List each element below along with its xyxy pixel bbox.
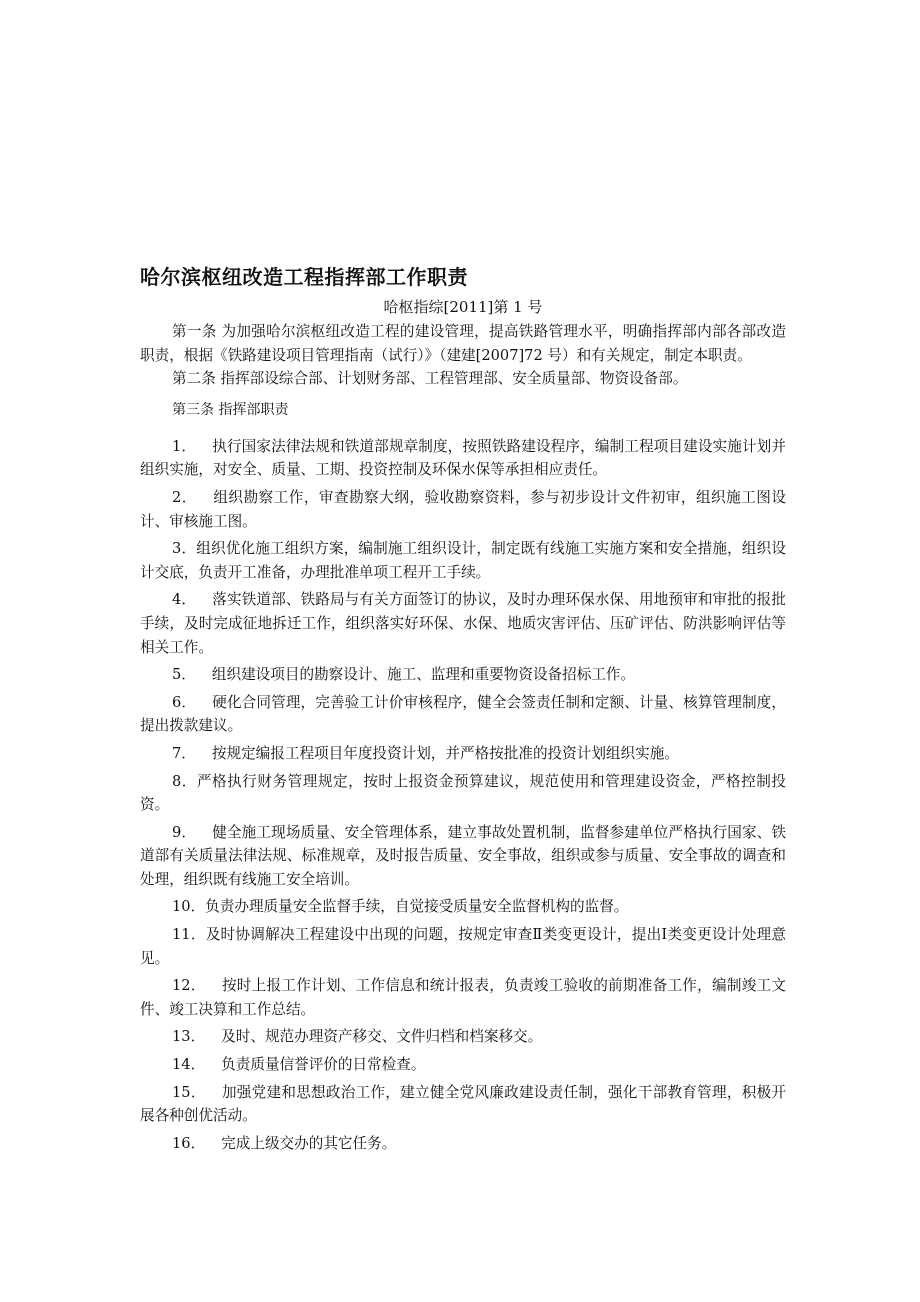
duty-item xyxy=(140,821,786,892)
duty-number: 10． xyxy=(172,898,206,916)
duty-number: 4． xyxy=(172,591,197,609)
duty-number: 1． xyxy=(172,437,197,455)
duty-item xyxy=(140,1025,786,1049)
duty-text: 执行国家法律法规和铁道部规章制度，按照铁路建设程序，编制工程项目建设实施计划并组织实施，对安全、质量、工期、投资控制及环保水保等承担相应责任。 xyxy=(140,437,786,479)
document-page xyxy=(140,262,786,1159)
duty-number: 15． xyxy=(172,1083,206,1101)
duty-item xyxy=(140,537,786,584)
duty-number: 12． xyxy=(172,977,206,995)
duty-number: 6． xyxy=(172,693,197,711)
duty-item xyxy=(140,1081,786,1128)
duty-number: 2． xyxy=(172,488,197,506)
duty-text: 负责质量信誉评价的日常检查。 xyxy=(221,1056,426,1074)
duty-text: 负责办理质量安全监督手续，自觉接受质量安全监督机构的监督。 xyxy=(205,898,629,916)
duty-number: 3． xyxy=(172,540,197,558)
article-1: 第一条 为加强哈尔滨枢纽改造工程的建设管理，提高铁路管理水平，明确指挥部内部各部改造职责，根据《铁路建设项目管理指南（试行）》（建建[2007]72 号）和有关规定，制定本职责。 xyxy=(140,323,786,364)
duty-number: 16． xyxy=(172,1134,206,1152)
duty-text: 按规定编报工程项目年度投资计划，并严格按批准的投资计划组织实施。 xyxy=(211,744,679,762)
duty-text: 落实铁道部、铁路局与有关方面签订的协议，及时办理环保水保、用地预审和审批的报批手续，及时完成征地拆迁工作，组织落实好环保、水保、地质灾害评估、压矿评估、防洪影响评估等相关工作。 xyxy=(140,591,786,656)
duty-item xyxy=(140,770,786,817)
duty-text: 组织勘察工作，审查勘察大纲，验收勘察资料，参与初步设计文件初审，组织施工图设计、审核施工图。 xyxy=(140,488,786,530)
duty-item xyxy=(140,974,786,1021)
duty-text: 完成上级交办的其它任务。 xyxy=(221,1134,397,1152)
duty-number: 14． xyxy=(172,1056,206,1074)
duty-item xyxy=(140,588,786,659)
duty-item xyxy=(140,895,786,919)
duty-item xyxy=(140,1132,786,1156)
duty-item xyxy=(140,486,786,533)
duty-number: 8． xyxy=(172,772,197,790)
duty-text: 组织优化施工组织方案，编制施工组织设计，制定既有线施工实施方案和安全措施，组织设计交底，负责开工准备，办理批准单项工程开工手续。 xyxy=(140,540,786,581)
duty-text: 按时上报工作计划、工作信息和统计报表，负责竣工验收的前期准备工作，编制竣工文件、竣工决算和工作总结。 xyxy=(140,977,786,1018)
duty-text: 严格执行财务管理规定，按时上报资金预算建议，规范使用和管理建设资金，严格控制投资。 xyxy=(140,772,786,814)
duty-list xyxy=(140,435,786,1156)
duty-number: 11． xyxy=(172,926,206,944)
duty-text: 组织建设项目的勘察设计、施工、监理和重要物资设备招标工作。 xyxy=(211,666,636,684)
duty-item xyxy=(140,691,786,738)
duty-number: 9． xyxy=(172,823,197,841)
duty-text: 加强党建和思想政治工作，建立健全党风廉政建设责任制，强化干部教育管理，积极开展各种创优活动。 xyxy=(140,1083,786,1125)
duty-item xyxy=(140,923,786,970)
duty-number: 5． xyxy=(172,666,196,684)
article-2: 第二条 指挥部设综合部、计划财务部、工程管理部、安全质量部、物资设备部。 xyxy=(172,370,688,388)
duty-text: 硬化合同管理，完善验工计价审核程序，健全会签责任制和定额、计量、核算管理制度，提出拨款建议。 xyxy=(140,693,786,735)
duty-item xyxy=(140,663,786,687)
duty-text: 及时、规范办理资产移交、文件归档和档案移交。 xyxy=(221,1028,543,1046)
duty-number: 7． xyxy=(172,744,196,762)
document-number: 哈枢指综[2011]第 1 号 xyxy=(383,298,543,316)
duty-item xyxy=(140,1053,786,1077)
duty-item xyxy=(140,742,786,766)
document-title: 哈尔滨枢纽改造工程指挥部工作职责 xyxy=(140,265,468,289)
duty-item xyxy=(140,435,786,482)
duty-number: 13． xyxy=(172,1028,206,1046)
duty-text: 健全施工现场质量、安全管理体系，建立事故处置机制，监督参建单位严格执行国家、铁道部有关质量法律法规、标准规章，及时报告质量、安全事故，组织或参与质量、安全事故的调查和处理，组织既有线施工安全培训。 xyxy=(140,823,786,888)
section-heading: 第三条 指挥部职责 xyxy=(172,401,289,418)
duty-text: 及时协调解决工程建设中出现的问题，按规定审查Ⅱ类变更设计，提出Ⅰ类变更设计处理意见。 xyxy=(140,926,786,967)
